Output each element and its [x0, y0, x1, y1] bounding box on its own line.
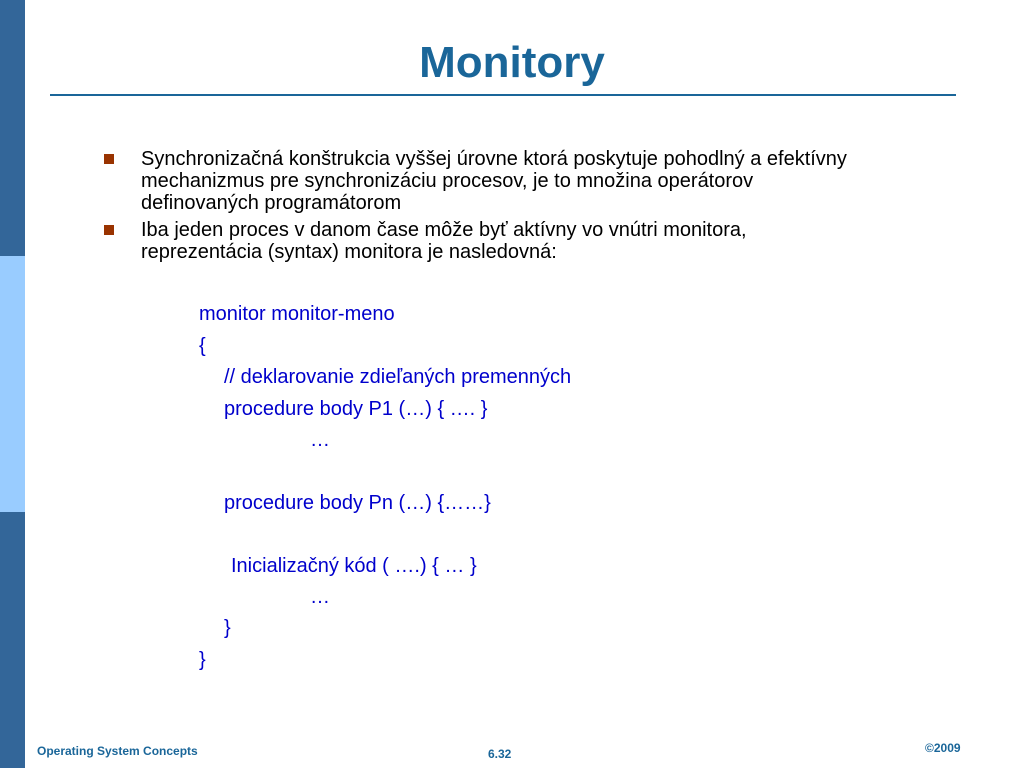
code-line: } [224, 617, 231, 639]
footer-page-number: 6.32 [488, 747, 512, 761]
code-line: procedure body Pn (…) {……} [224, 492, 491, 514]
code-line: monitor monitor-meno [199, 303, 395, 325]
slide-title: Monitory [419, 38, 605, 87]
square-bullet-icon [104, 225, 114, 235]
square-bullet-icon [104, 154, 114, 164]
title-divider [50, 94, 956, 96]
code-line: … [310, 429, 330, 451]
code-line: procedure body P1 (…) { …. } [224, 398, 488, 420]
bullet-list [104, 148, 864, 268]
footer-course: Operating System Concepts [37, 744, 198, 758]
footer-copyright: ©2009 [925, 741, 961, 755]
bullet-text: Synchronizačná konštrukcia vyššej úrovne ktorá poskytuje pohodlný a efektívny mechanizmus pre synchronizáciu procesov, je to množina operátorov definovaných programátorom [141, 148, 847, 214]
bullet-item [104, 219, 864, 263]
code-line: … [310, 586, 330, 608]
sidebar-stripe-highlight [0, 256, 25, 512]
code-line: { [199, 335, 206, 357]
code-line: // deklarovanie zdieľaných premenných [224, 366, 572, 388]
code-line: } [199, 649, 206, 671]
code-line: Inicializačný kód ( ….) { … } [231, 555, 477, 577]
bullet-item [104, 148, 864, 214]
bullet-text: Iba jeden proces v danom čase môže byť aktívny vo vnútri monitora, reprezentácia (syntax) monitora je nasledovná: [141, 219, 747, 263]
